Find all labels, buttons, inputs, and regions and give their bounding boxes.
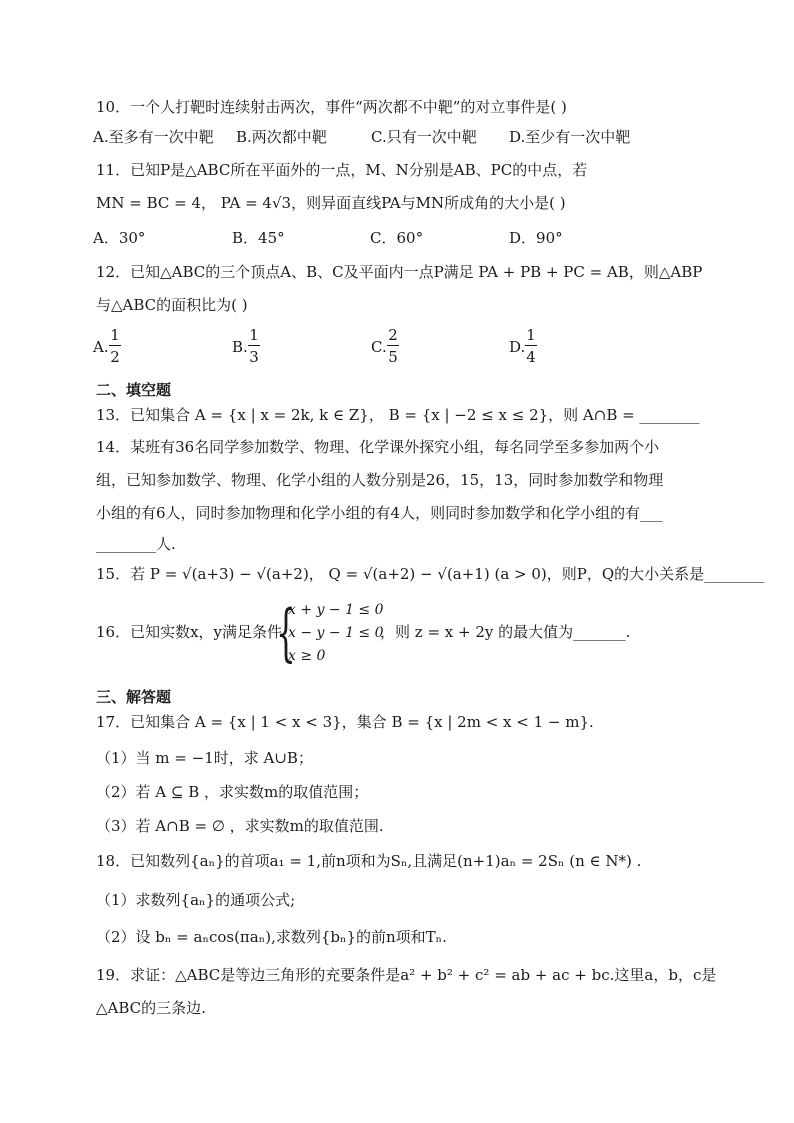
q18-part-2: （2）设 bₙ = aₙcos(πaₙ),求数列{bₙ}的前n项和Tₙ.	[96, 928, 447, 946]
q10-options	[93, 127, 696, 147]
section-heading-solutions: 三、解答题	[96, 688, 172, 706]
q12-line2: 与△ABC的面积比为( )	[96, 296, 248, 314]
q14-line4: ________人.	[96, 535, 176, 553]
q13-stem: 13．已知集合 A = {x | x = 2k, k ∈ Z}， B = {x | −2 ≤ x ≤ 2}，则 A∩B = ________	[96, 406, 700, 424]
q10-option-c: C.只有一次中靶	[371, 128, 477, 146]
q17-stem: 17．已知集合 A = {x | 1 < x < 3}，集合 B = {x | 2m < x < 1 − m}.	[96, 713, 594, 731]
q19-line1: 19．求证：△ABC是等边三角形的充要条件是a² + b² + c² = ab + ac + bc.这里a，b，c是	[96, 966, 717, 984]
fraction-bar	[525, 345, 537, 346]
q19-line2: △ABC的三条边.	[96, 999, 206, 1017]
q18-stem: 18．已知数列{aₙ}的首项a₁ = 1,前n项和为Sₙ,且满足(n+1)aₙ = 2Sₙ (n ∈ N*) .	[96, 852, 642, 870]
q12-option-c: C. 2 5	[371, 326, 398, 366]
q10-option-d: D.至少有一次中靶	[509, 128, 631, 146]
q11-line2: MN = BC = 4， PA = 4√3，则异面直线PA与MN所成角的大小是( )	[96, 194, 566, 212]
left-brace-icon: {	[276, 596, 296, 669]
fraction-bar	[248, 345, 260, 346]
q11-options	[93, 228, 696, 248]
q16-prefix: 16．已知实数x，y满足条件	[96, 623, 283, 641]
q17-part-2: （2）若 A ⊆ B ，求实数m的取值范围；	[96, 783, 369, 801]
q17-part-3: （3）若 A∩B = ∅ ，求实数m的取值范围.	[96, 817, 384, 835]
q10-option-a: A.至多有一次中靶	[93, 128, 214, 146]
q16-constraint-system	[276, 596, 386, 670]
q11-option-a: A．30°	[93, 229, 146, 247]
q14-line2: 组，已知参加数学、物理、化学小组的人数分别是26，15，13，同时参加数学和物理	[96, 471, 664, 489]
q16-constraint-3: x ≥ 0	[288, 648, 326, 664]
q14-line3: 小组的有6人，同时参加物理和化学小组的有4人，则同时参加数学和化学小组的有___	[96, 504, 663, 522]
fraction-bar	[387, 345, 399, 346]
q16-constraint-2: x − y − 1 ≤ 0	[288, 625, 384, 641]
q12-line1: 12．已知△ABC的三个顶点A、B、C及平面内一点P满足 PA + PB + PC = AB，则△ABP	[96, 263, 703, 281]
q12-option-a: A. 1 2	[93, 326, 120, 366]
q11-line1: 11．已知P是△ABC所在平面外的一点，M、N分别是AB、PC的中点，若	[96, 161, 588, 179]
q12-option-d: D. 1 4	[509, 326, 536, 366]
q16-constraint-1: x + y − 1 ≤ 0	[288, 602, 384, 618]
q10-option-b: B.两次都中靶	[236, 128, 327, 146]
q11-option-d: D．90°	[509, 229, 563, 247]
fraction-bar	[109, 345, 121, 346]
q10-stem: 10．一个人打靶时连续射击两次，事件“两次都不中靶”的对立事件是( )	[96, 98, 567, 116]
q12-options	[93, 325, 696, 369]
q16-suffix: ，则 z = x + 2y 的最大值为_______.	[380, 623, 631, 641]
q18-part-1: （1）求数列{aₙ}的通项公式;	[96, 891, 296, 909]
q11-option-b: B．45°	[232, 229, 285, 247]
q11-option-c: C．60°	[370, 229, 424, 247]
q15-stem: 15．若 P = √(a+3) − √(a+2)， Q = √(a+2) − √(a+1) (a > 0)，则P，Q的大小关系是________	[96, 565, 765, 583]
q12-option-b: B. 1 3	[232, 326, 259, 366]
section-heading-fill-in: 二、填空题	[96, 381, 172, 399]
q17-part-1: （1）当 m = −1时，求 A∪B；	[96, 749, 313, 767]
q14-line1: 14．某班有36名同学参加数学、物理、化学课外探究小组，每名同学至多参加两个小	[96, 438, 660, 456]
